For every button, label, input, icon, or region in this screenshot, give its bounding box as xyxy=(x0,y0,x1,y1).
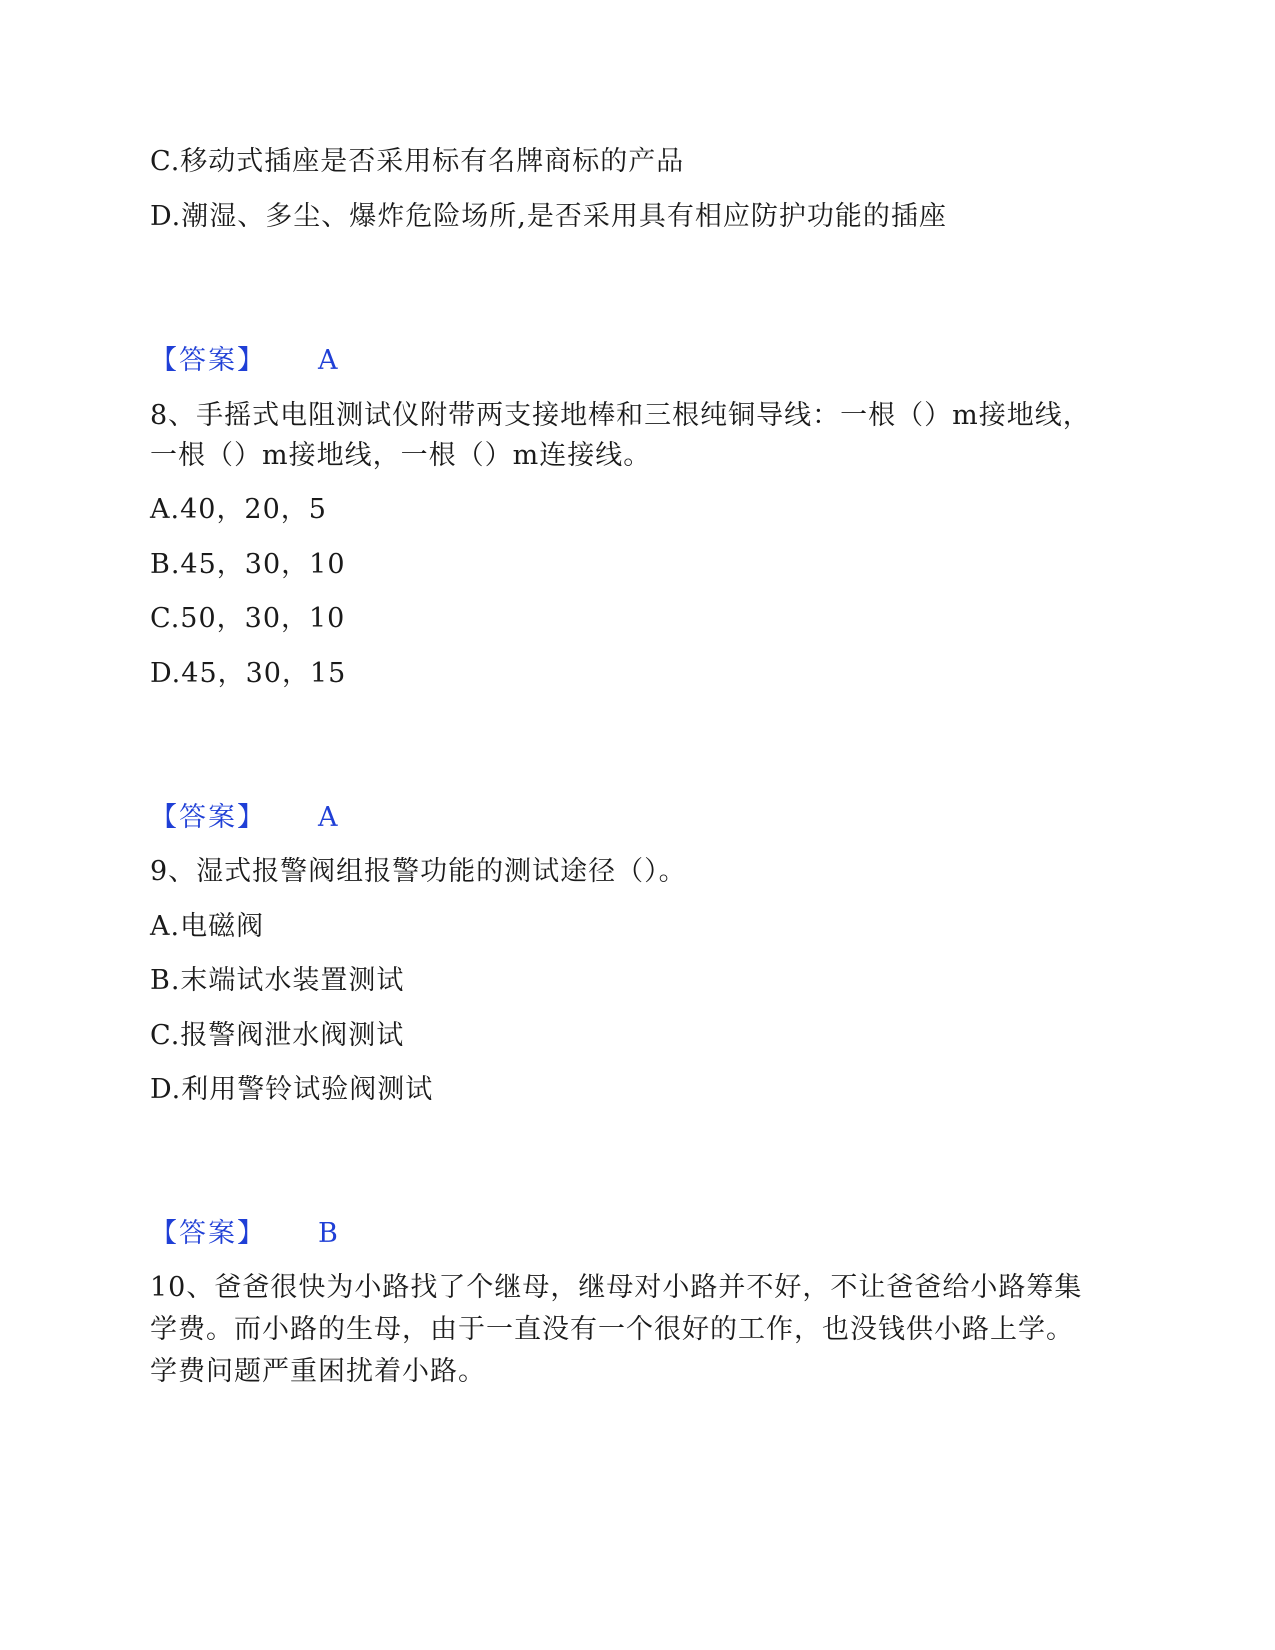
q9-answer xyxy=(150,1214,338,1254)
q8-stem-line2: 一根（）m接地线，一根（）m连接线。 xyxy=(150,440,652,471)
answer-label: 【答案】 xyxy=(150,1218,266,1249)
answer-value: B xyxy=(318,1218,338,1249)
q10-stem-line3: 学费问题严重困扰着小路。 xyxy=(150,1356,486,1387)
answer-value: A xyxy=(318,802,338,833)
q9-option-c: C.报警阀泄水阀测试 xyxy=(150,1020,405,1051)
q8-option-b: B.45，30，10 xyxy=(150,549,346,580)
q8-option-c: C.50，30，10 xyxy=(150,603,346,634)
q7-option-c: C.移动式插座是否采用标有名牌商标的产品 xyxy=(150,146,685,177)
q8-answer xyxy=(150,798,338,838)
q9-option-d: D.利用警铃试验阀测试 xyxy=(150,1074,434,1105)
q7-answer xyxy=(150,341,338,381)
q9-option-b: B.末端试水装置测试 xyxy=(150,965,405,996)
q10-stem-line2: 学费。而小路的生母，由于一直没有一个很好的工作，也没钱供小路上学。 xyxy=(150,1314,1074,1345)
answer-value: A xyxy=(318,345,338,376)
q7-option-d: D.潮湿、多尘、爆炸危险场所,是否采用具有相应防护功能的插座 xyxy=(150,201,947,232)
q9-stem: 9、湿式报警阀组报警功能的测试途径（）。 xyxy=(150,856,687,887)
q9-option-a: A.电磁阀 xyxy=(150,911,265,942)
q8-option-a: A.40，20，5 xyxy=(150,494,327,525)
q8-stem-line1: 8、手摇式电阻测试仪附带两支接地棒和三根纯铜导线：一根（）m接地线， xyxy=(150,400,1091,431)
answer-label: 【答案】 xyxy=(150,345,266,376)
answer-label: 【答案】 xyxy=(150,802,266,833)
q10-stem-line1: 10、爸爸很快为小路找了个继母，继母对小路并不好，不让爸爸给小路筹集 xyxy=(150,1272,1083,1303)
q8-option-d: D.45，30，15 xyxy=(150,658,347,689)
